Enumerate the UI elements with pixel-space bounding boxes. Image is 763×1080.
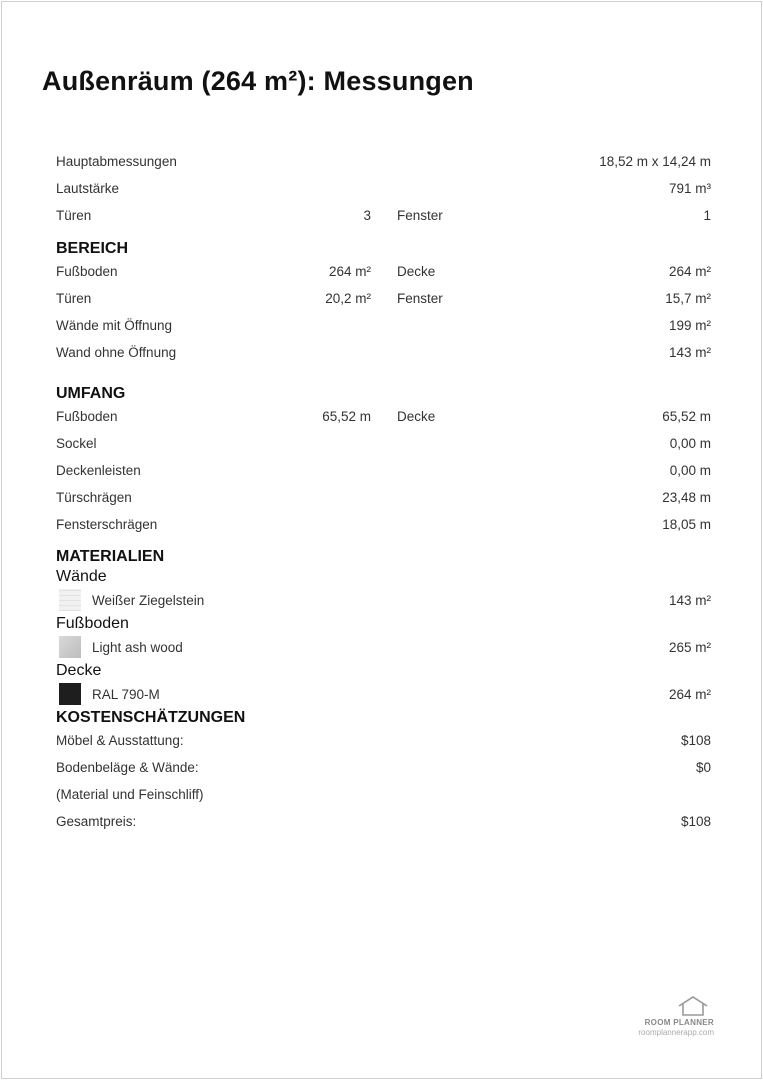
volume-value: 791 m³ <box>668 181 711 196</box>
windows-count-label: Fenster <box>397 208 443 223</box>
window-bevel-row <box>56 517 711 537</box>
material-ceiling-row <box>56 683 711 707</box>
ash-wood-swatch <box>59 636 81 658</box>
perimeter-floor-label: Fußboden <box>56 409 118 424</box>
door-bevel-value: 23,48 m <box>662 490 711 505</box>
total-cost-value: $108 <box>680 814 711 829</box>
material-walls-name: Weißer Ziegelstein <box>92 593 205 608</box>
main-dimensions-row <box>56 154 711 174</box>
area-floor-value: 264 m² <box>328 264 371 279</box>
cost-note: (Material und Feinschliff) <box>56 787 204 802</box>
ral-color-swatch <box>59 683 81 705</box>
crown-molding-value: 0,00 m <box>669 463 711 478</box>
baseboard-row <box>56 436 711 456</box>
flooring-cost-row <box>56 760 711 780</box>
room-planner-logo <box>614 995 714 1040</box>
cost-note-row <box>56 787 711 807</box>
house-icon <box>676 995 710 1017</box>
materials-heading: MATERIALIEN <box>56 548 165 565</box>
crown-molding-row <box>56 463 711 483</box>
material-ceiling-value: 264 m² <box>668 687 711 702</box>
volume-label: Lautstärke <box>56 181 120 196</box>
main-dimensions-value: 18,52 m x 14,24 m <box>599 154 711 169</box>
material-walls-value: 143 m² <box>668 593 711 608</box>
window-bevel-label: Fensterschrägen <box>56 517 158 532</box>
doors-count-label: Türen <box>56 208 92 223</box>
perimeter-floor-value: 65,52 m <box>322 409 371 424</box>
white-brick-swatch <box>59 589 81 611</box>
area-floor-ceiling-row <box>56 264 711 284</box>
perimeter-ceiling-value: 65,52 m <box>662 409 711 424</box>
walls-with-opening-row <box>56 318 711 338</box>
area-windows-value: 15,7 m² <box>665 291 711 306</box>
materials-floor-heading: Fußboden <box>56 615 129 632</box>
door-bevel-label: Türschrägen <box>56 490 132 505</box>
flooring-cost-label: Bodenbeläge & Wände: <box>56 760 199 775</box>
volume-row <box>56 181 711 201</box>
crown-molding-label: Deckenleisten <box>56 463 141 478</box>
area-ceiling-label: Decke <box>397 264 436 279</box>
baseboard-value: 0,00 m <box>669 436 711 451</box>
baseboard-label: Sockel <box>56 436 97 451</box>
furniture-cost-label: Möbel & Ausstattung: <box>56 733 184 748</box>
windows-count-value: 1 <box>703 208 711 223</box>
logo-url-text: roomplannerapp.com <box>638 1028 714 1037</box>
doors-windows-count-row <box>56 208 711 228</box>
door-bevel-row <box>56 490 711 510</box>
document-page <box>1 1 762 1079</box>
flooring-cost-value: $0 <box>695 760 711 775</box>
material-floor-name: Light ash wood <box>92 640 183 655</box>
area-doors-value: 20,2 m² <box>325 291 371 306</box>
wall-without-opening-label: Wand ohne Öffnung <box>56 345 177 360</box>
perimeter-ceiling-label: Decke <box>397 409 436 424</box>
wall-without-opening-value: 143 m² <box>668 345 711 360</box>
material-floor-row <box>56 636 711 660</box>
walls-with-opening-label: Wände mit Öffnung <box>56 318 173 333</box>
logo-brand-text: ROOM PLANNER <box>644 1018 714 1027</box>
walls-with-opening-value: 199 m² <box>668 318 711 333</box>
perimeter-floor-ceiling-row <box>56 409 711 429</box>
area-doors-windows-row <box>56 291 711 311</box>
main-dimensions-label: Hauptabmessungen <box>56 154 177 169</box>
perimeter-heading: UMFANG <box>56 385 126 402</box>
materials-ceiling-heading: Decke <box>56 662 102 679</box>
wall-without-opening-row <box>56 345 711 365</box>
material-floor-value: 265 m² <box>668 640 711 655</box>
area-doors-label: Türen <box>56 291 92 306</box>
total-cost-row <box>56 814 711 834</box>
window-bevel-value: 18,05 m <box>662 517 711 532</box>
costs-heading: KOSTENSCHÄTZUNGEN <box>56 709 246 726</box>
total-cost-label: Gesamtpreis: <box>56 814 137 829</box>
materials-walls-heading: Wände <box>56 568 107 585</box>
area-floor-label: Fußboden <box>56 264 118 279</box>
doors-count-value: 3 <box>363 208 371 223</box>
material-walls-row <box>56 589 711 613</box>
material-ceiling-name: RAL 790-M <box>92 687 160 702</box>
furniture-cost-value: $108 <box>680 733 711 748</box>
area-windows-label: Fenster <box>397 291 443 306</box>
page-title: Außenräum (264 m²): Messungen <box>42 66 474 96</box>
furniture-cost-row <box>56 733 711 753</box>
area-ceiling-value: 264 m² <box>668 264 711 279</box>
area-heading: BEREICH <box>56 240 129 257</box>
